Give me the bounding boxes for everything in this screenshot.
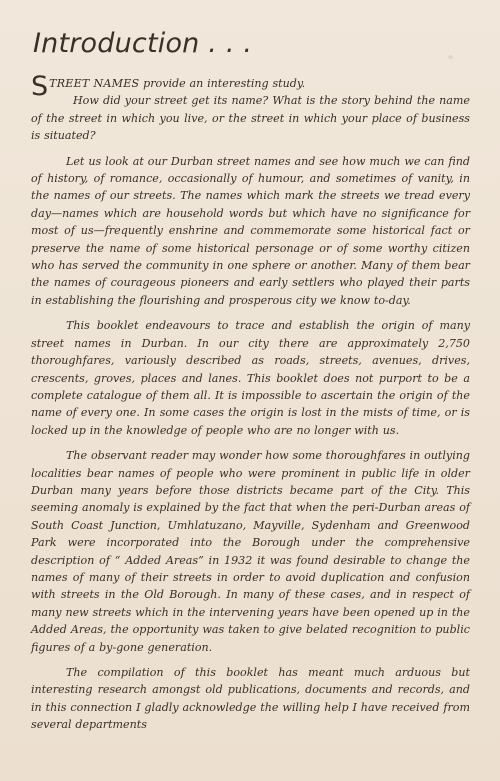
drop-cap: S [31, 71, 49, 102]
paragraph-3: This booklet endeavours to trace and establish the origin of many street names in Durban. In our city there are approximately 2,750 thoroughfares, variously described as roads, streets, avenues, drives, crescents, groves, places and lanes. This booklet does not purport to be a complete catalogue of them all. It is impossible to ascertain the origin of the name of every one. In some cases the origin is lost in the mists of time, or is locked up in the knowledge of people who are no longer with us. [31, 319, 470, 437]
opening-words: TREET NAMES [49, 77, 140, 90]
paragraph-2: Let us look at our Durban street names and see how much we can find of history, of romance, occasionally of humour, and sometimes of vanity, in the names of our streets. The names which mark the streets we tread every day—names which are household words but which have no significance for most of us—frequently enshrine and commemorate some historical fact or preserve the name of some historical personage or of some worthy citizen who has served the community in one sphere or another. Many of them bear the names of courageous pioneers and early settlers who played their parts in establishing the flourishing and prosperous city we know to-day. [31, 154, 470, 307]
paragraph-1-body: How did your street get its name? What is the story behind the name of the street in which you live, or the street in which your place of business is situated? [31, 94, 470, 143]
paragraph-5: The compilation of this booklet has meant much arduous but interesting research amongst old publications, documents and records, and in this connection I gladly acknowledge the willing help I have received from several departments [31, 666, 470, 732]
paragraph-4: The observant reader may wonder how some thoroughfares in outlying localities bear names of people who were prominent in public life in older Durban many years before those districts became part of the City. This seeming anomaly is explained by the fact that when the peri-Durban areas of South Coast Junction, Umhlatuzano, Mayville, Sydenham and Greenwood Park were incorporated into the Borough under the comprehensive description of “ Added Areas” in 1932 it was found desirable to change the names of many of their streets in order to avoid duplication and confusion with streets in the Old Borough. In many of these cases, and in respect of many new streets which in the intervening years have been opened up in the Added Areas, the opportunity was taken to give belated recognition to public figures of a by-gone generation. [31, 449, 470, 654]
paragraph-1 [31, 71, 470, 145]
page-heading: Introduction . . . [33, 28, 253, 59]
paper-spot [120, 610, 124, 613]
paper-spot [448, 55, 453, 59]
first-line-rest: provide an interesting study. [139, 77, 306, 90]
first-line [31, 71, 470, 102]
